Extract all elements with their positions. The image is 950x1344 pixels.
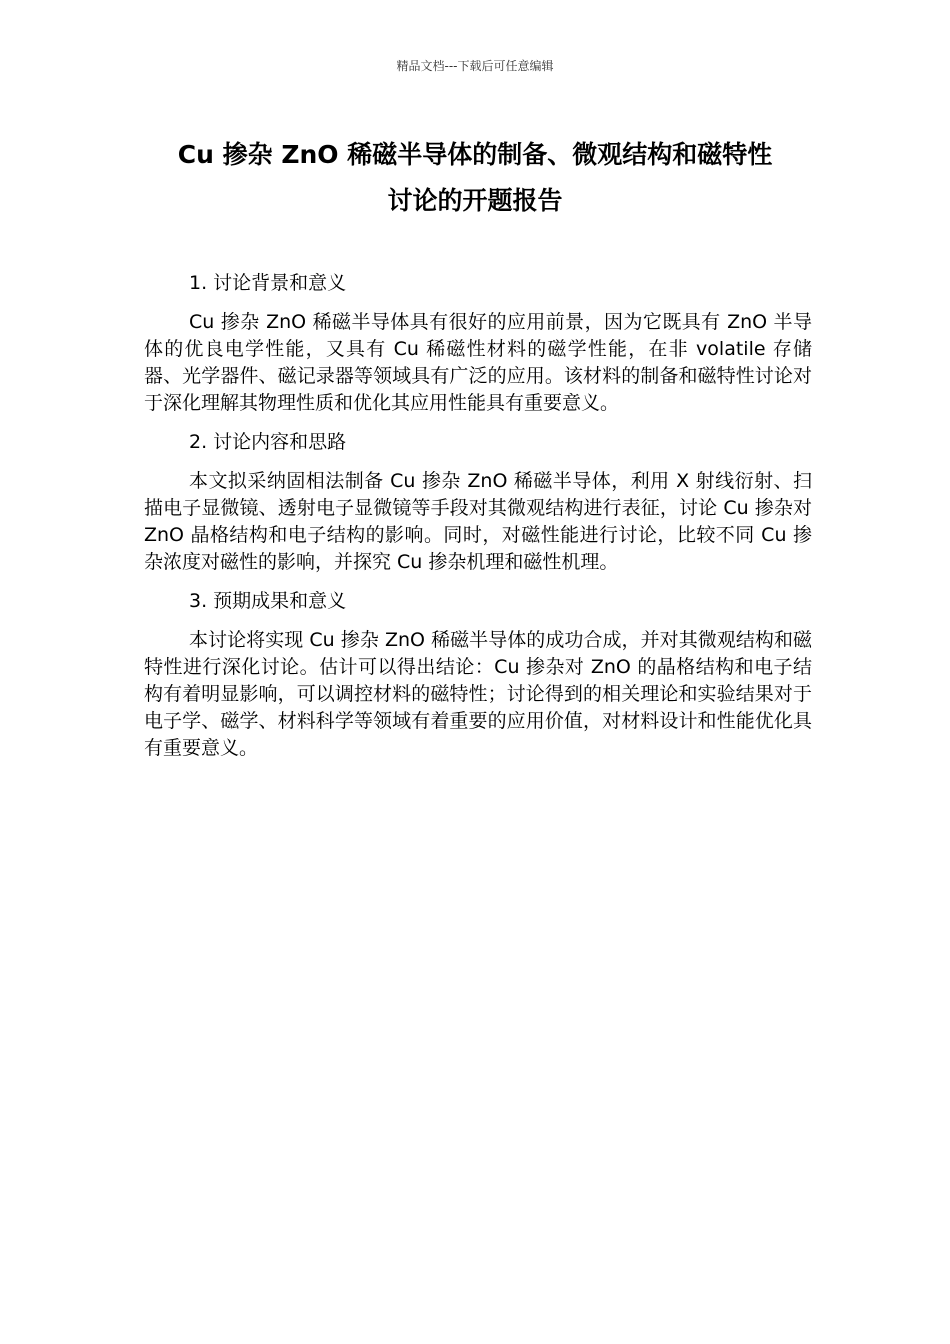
document-title bbox=[120, 132, 830, 224]
section-heading-background: 1. 讨论背景和意义 bbox=[189, 272, 347, 294]
section-heading-outcomes: 3. 预期成果和意义 bbox=[189, 590, 347, 612]
page-header: 精品文档---下载后可任意编辑 bbox=[396, 59, 554, 73]
section-body-content: 本文拟采纳固相法制备 Cu 掺杂 ZnO 稀磁半导体，利用 X 射线衍射、扫描电子显微镜、透射电子显微镜等手段对其微观结构进行表征，讨论 Cu 掺杂对 ZnO 晶格结构和电子结构的影响。同时，对磁性能进行讨论，比较不同 Cu 掺杂浓度对磁性的影响，并探究 Cu 掺杂机理和磁性机理。 bbox=[144, 470, 812, 573]
title-line-2: 讨论的开题报告 bbox=[387, 186, 563, 215]
document-body bbox=[144, 270, 812, 774]
section-body-background: Cu 掺杂 ZnO 稀磁半导体具有很好的应用前景，因为它既具有 ZnO 半导体的优良电学性能，又具有 Cu 稀磁性材料的磁学性能，在非 volatile 存储器、光学器件、磁记录器等领域具有广泛的应用。该材料的制备和磁特性讨论对于深化理解其物理性质和优化其应用性能具有重要意义。 bbox=[144, 311, 812, 414]
section-body-outcomes: 本讨论将实现 Cu 掺杂 ZnO 稀磁半导体的成功合成，并对其微观结构和磁特性进行深化讨论。估计可以得出结论：Cu 掺杂对 ZnO 的晶格结构和电子结构有着明显影响，可以调控材料的磁特性；讨论得到的相关理论和实验结果对于电子学、磁学、材料科学等领域有着重要的应用价值，对材料设计和性能优化具有重要意义。 bbox=[144, 629, 812, 759]
section-heading-content: 2. 讨论内容和思路 bbox=[189, 431, 347, 453]
title-line-1: Cu 掺杂 ZnO 稀磁半导体的制备、微观结构和磁特性 bbox=[177, 140, 773, 169]
